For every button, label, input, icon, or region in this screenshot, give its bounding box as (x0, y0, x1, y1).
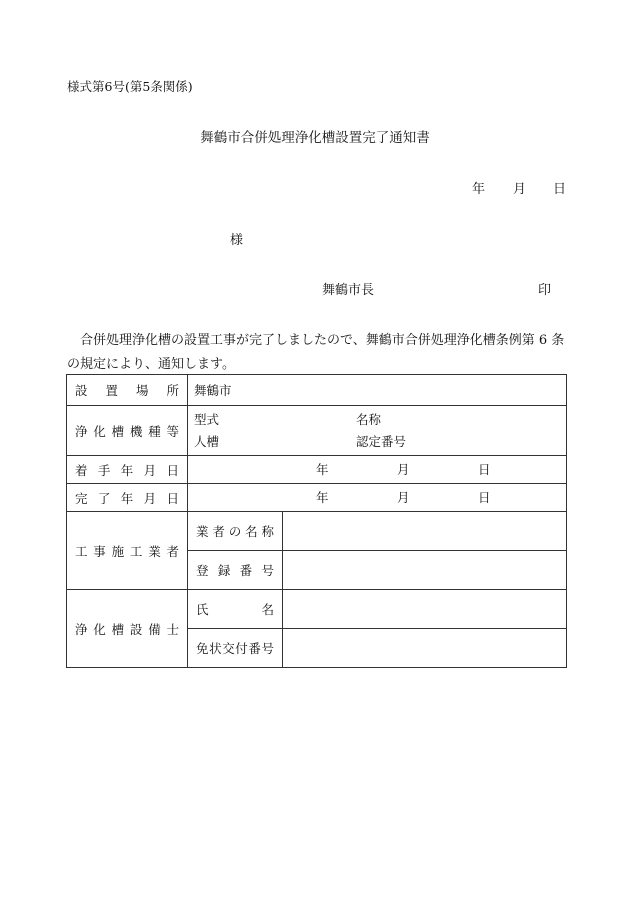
technician-name-field[interactable] (283, 590, 567, 629)
seal-mark: 印 (538, 283, 552, 298)
technician-label: 浄化槽設備士 (67, 590, 188, 668)
row-model (67, 406, 567, 456)
notice-body-text: 合併処理浄化槽の設置工事が完了しましたので、舞鶴市合併処理浄化槽条例第 6 条の規定により、通知します。 (67, 333, 565, 372)
row-end-date (67, 484, 567, 512)
model-cert-label: 認定番号 (356, 433, 407, 449)
model-label: 浄化槽機種等 (67, 406, 188, 456)
technician-name-label: 氏名 (188, 590, 283, 629)
issue-date-year: 年 (472, 182, 486, 197)
location-label: 設置場所 (67, 375, 188, 406)
end-date-year: 年 (316, 490, 329, 505)
contractor-name-label: 業者の名称 (188, 512, 283, 551)
issue-date-month: 月 (513, 182, 527, 197)
issuer-name: 舞鶴市長 (322, 283, 375, 298)
model-capacity-label: 人槽 (194, 433, 220, 449)
document-title: 舞鶴市合併処理浄化槽設置完了通知書 (200, 130, 430, 146)
model-value[interactable] (188, 406, 567, 456)
row-contractor-name (67, 512, 567, 551)
end-date-day: 日 (478, 490, 491, 505)
row-technician-name (67, 590, 567, 629)
contractor-reg-label: 登録番号 (188, 551, 283, 590)
start-date-year: 年 (316, 462, 329, 477)
completion-form-table (66, 374, 567, 668)
start-date-day: 日 (478, 462, 491, 477)
contractor-name-field[interactable] (283, 512, 567, 551)
row-start-date (67, 456, 567, 484)
addressee-suffix: 様 (230, 233, 244, 248)
contractor-label: 工事施工業者 (67, 512, 188, 590)
model-name-label: 名称 (356, 411, 382, 427)
model-type-label: 型式 (194, 411, 220, 427)
start-date-value[interactable] (188, 456, 567, 484)
form-number: 様式第6号(第5条関係) (67, 79, 193, 94)
end-date-value[interactable] (188, 484, 567, 512)
technician-license-label: 免状交付番号 (188, 629, 283, 668)
location-value[interactable]: 舞鶴市 (188, 375, 567, 406)
end-date-month: 月 (397, 490, 410, 505)
row-location (67, 375, 567, 406)
start-date-label: 着手年月日 (67, 456, 188, 484)
end-date-label: 完了年月日 (67, 484, 188, 512)
start-date-month: 月 (397, 462, 410, 477)
technician-license-field[interactable] (283, 629, 567, 668)
contractor-reg-field[interactable] (283, 551, 567, 590)
issue-date-day: 日 (553, 182, 567, 197)
notice-body (67, 329, 567, 377)
